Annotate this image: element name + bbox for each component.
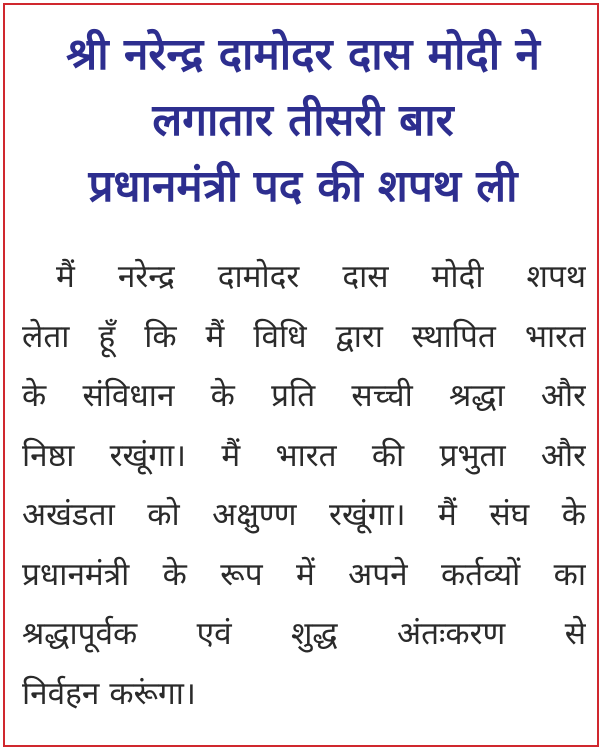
headline-line-1: श्री नरेन्द्र दामोदर दास मोदी ने bbox=[66, 29, 540, 80]
headline-line-3: प्रधानमंत्री पद की शपथ ली bbox=[88, 161, 518, 212]
body-line-3: के संविधान के प्रति सच्ची श्रद्धा और bbox=[22, 378, 586, 414]
body-line-7: श्रद्धापूर्वक एवं शुद्ध अंतःकरण से bbox=[22, 616, 586, 652]
body-line-2: लेता हूँ कि मैं विधि द्वारा स्थापित भारत bbox=[22, 318, 586, 355]
body-line-1: मैं नरेन्द्र दामोदर दास मोदी शपथ bbox=[56, 259, 586, 295]
headline-line-2: लगातार तीसरी बार bbox=[152, 95, 454, 146]
body-line-4: निष्ठा रखूंगा। मैं भारत की प्रभुता और bbox=[22, 437, 586, 474]
body-line-5: अखंडता को अक्षुण्ण रखूंगा। मैं संघ के bbox=[22, 497, 586, 533]
oath-body-text bbox=[22, 248, 586, 724]
body-line-6: प्रधानमंत्री के रूप में अपने कर्तव्यों का bbox=[22, 556, 586, 593]
body-line-8: निर्वहन करूंगा। bbox=[22, 675, 196, 712]
